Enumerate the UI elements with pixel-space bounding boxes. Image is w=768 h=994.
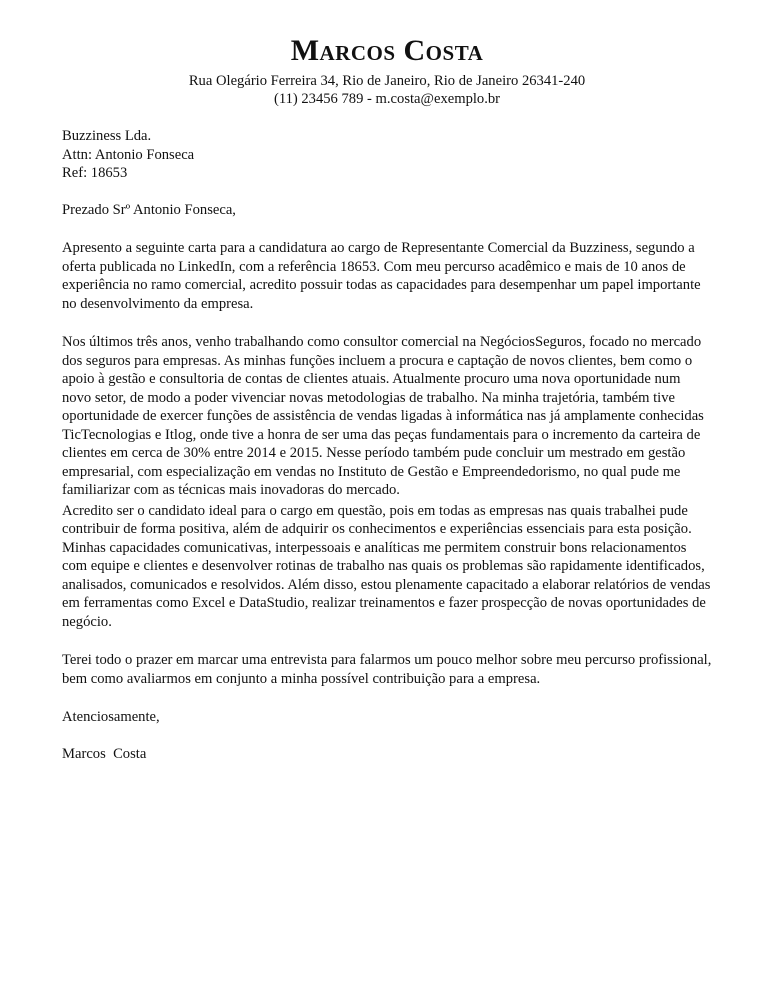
closing: Atenciosamente, [62,709,160,725]
body-paragraph-2: Nos últimos três anos, venho trabalhando como consultor comercial na NegóciosSeguros, focado no mercado dos seguros para empresas. As minhas funções incluem a procura e captação de novos clientes, bem como o apoio à gestão e consultoria de contas de clientes atuais. Atualmente procuro uma nova oportunidade num novo setor, de modo a poder vivenciar novas metodologias de trabalho. Na minha trajetória, também tive oportunidade de exercer funções de assistência de vendas ligadas à informática nas já amplamente conhecidas TicTecnologias e Itlog, onde tive a honra de ser uma das peças fundamentais para o incremento da carteira de clientes em cerca de 30% entre 2014 e 2015. Nesse período também pude concluir um mestrado em gestão empresarial, com especialização em vendas no Instituto de Gestão e Empreendedorismo, no qual pude me familiarizar com as técnicas mais inovadoras do mercado. [62,334,704,498]
letter-header [62,34,712,108]
body-paragraph-1: Apresento a seguinte carta para a candidatura ao cargo de Representante Comercial da Buzziness, segundo a oferta publicada no LinkedIn, com a referência 18653. Com meu percurso acadêmico e mais de 10 anos de experiência no ramo comercial, acredito possuir todas as capacidades para desempenhar um papel importante no desenvolvimento da empresa. [62,240,701,312]
sender-address: Rua Olegário Ferreira 34, Rio de Janeiro, Rio de Janeiro 26341-240 [188,73,586,89]
recipient-block [62,127,712,183]
signature: Marcos Costa [62,745,147,762]
salutation: Prezado Srº Antonio Fonseca, [62,201,236,218]
sender-name: Marcos Costa [290,34,484,67]
body-paragraph-4: Terei todo o prazer em marcar uma entrevista para falarmos um pouco melhor sobre meu percurso profissional, bem como avaliarmos em conjunto a minha possível contribuição para a empresa. [62,652,712,687]
body-paragraph-3: Acredito ser o candidato ideal para o cargo em questão, pois em todas as empresas nas quais trabalhei pude contribuir de forma positiva, além de adquirir os conhecimentos e experiências essenciais para esta posição. Minhas capacidades comunicativas, interpessoais e analíticas me permitem construir bons relacionamentos com equipe e clientes e desenvolver rotinas de trabalho nas quais os problemas são rapidamente identificados, analisados, comunicados e resolvidos. Além disso, estou plenamente capacitado a elaborar relatórios de vendas em ferramentas como Excel e DataStudio, realizar treinamentos e fazer prospecção de novas oportunidades de negócio. [62,502,711,630]
cover-letter [62,34,712,763]
recipient-company: Buzziness Lda. [62,128,152,144]
sender-phone-email: (11) 23456 789 - m.costa@exemplo.br [273,91,501,107]
recipient-ref: Ref: 18653 [62,165,128,181]
recipient-attn: Attn: Antonio Fonseca [62,146,195,163]
